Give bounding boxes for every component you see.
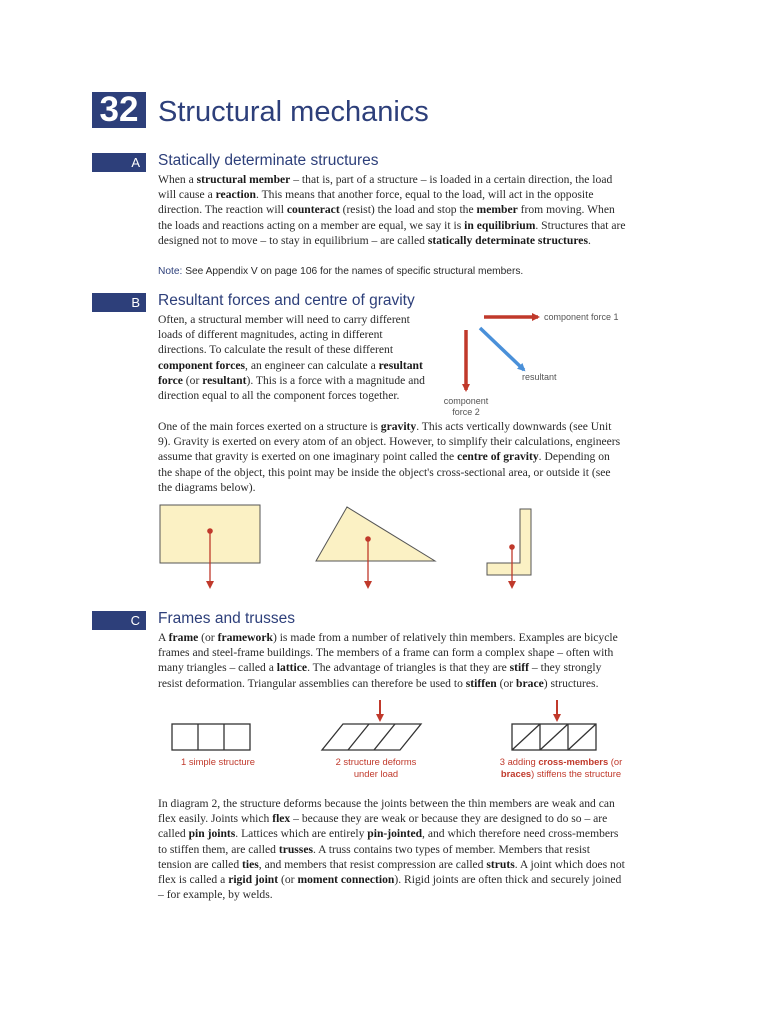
key-term: member	[476, 203, 518, 217]
key-term: flex	[272, 812, 291, 826]
triangle-shape	[316, 507, 435, 561]
key-term: struts	[486, 857, 515, 871]
note-text: See Appendix V on page 106 for the names of specific structural members.	[182, 266, 524, 277]
key-term: rigid joint	[228, 873, 279, 887]
resultant-label: resultant	[522, 372, 557, 382]
key-term: lattice	[276, 661, 308, 675]
key-term: reaction	[215, 188, 256, 202]
section-c-paragraph-2: In diagram 2, the structure deforms because the joints between the thin members are weak and can flex easily. Joints which flex – because they are weak or because they are designed to do so – are called pin joints. Lattices which are entirely pin-jointed, and which therefore need cross-members to stiffen them, are called trusses. A truss contains two types of member. Members that resist tension are called ties, and members that resist compression are called struts. A joint which does not flex is called a rigid joint (or moment connection). Rigid joints are often thick and securely joined – for example, by welds.	[158, 797, 625, 902]
section-a-title: Statically determinate structures	[158, 152, 379, 169]
section-b-paragraph-2: One of the main forces exerted on a structure is gravity. This acts vertically downwards (see Unit 9). Gravity is exerted on every atom of an object. However, to simplify their calculations, engineers assume that gravity is exerted on one imaginary point called the centre of gravity. Depending on the shape of the object, this point may be inside the object's cross-sectional area, or outside it (see the diagrams below).	[158, 420, 621, 494]
diagram-3-caption: 3 adding cross-members (or braces) stiffens the structure	[499, 756, 623, 779]
key-term: pin joints	[188, 827, 236, 841]
key-term: resultant force	[158, 358, 423, 387]
section-b-title: Resultant forces and centre of gravity	[158, 292, 415, 309]
diagram-1-caption: 1 simple structure	[181, 756, 255, 767]
key-term: component forces	[158, 358, 246, 372]
resultant-arrow	[480, 328, 524, 370]
section-a-paragraph: When a structural member – that is, part of a structure – is loaded in a certain direction, the load will cause a reaction. This means that another force, equal to the load, will act in the opposite direction. The reaction will counteract (resist) the load and stop the member from moving. When the loads and reactions acting on a member are equal, we say it is in equilibrium. Structures that are designed not to move – to stay in equilibrium – are called statically determinate structures.	[158, 173, 626, 247]
rectangle-centre-of-gravity	[207, 528, 213, 534]
key-term: structural member	[196, 173, 291, 186]
unit-title: Structural mechanics	[158, 96, 429, 128]
key-term: in equilibrium	[464, 218, 536, 232]
frame-diagrams	[160, 696, 620, 760]
key-term: centre of gravity	[457, 450, 539, 464]
section-b-marker: B	[92, 293, 146, 312]
key-term: stiff	[509, 661, 529, 675]
key-term: cross-members	[538, 756, 609, 767]
triangle-centre-of-gravity	[365, 536, 371, 542]
deformed-structure	[322, 724, 421, 750]
section-a-note	[158, 265, 626, 279]
key-term: moment connection	[297, 873, 395, 887]
section-a-marker: A	[92, 153, 146, 172]
key-term: trusses	[278, 842, 313, 856]
key-term: stiffen	[465, 676, 497, 690]
key-term: ties	[242, 857, 259, 871]
section-c-title: Frames and trusses	[158, 610, 295, 627]
section-b-paragraph-1: Often, a structural member will need to carry different loads of different magnitudes, acting in different directions. To calculate the result of these different component forces, an engineer can calculate a resultant force (or resultant). This is a force with a magnitude and direction equal to all the component forces together.	[158, 313, 425, 403]
component-force-2-label-line2: force 2	[452, 407, 480, 417]
section-c-marker: C	[92, 611, 146, 630]
unit-number-badge: 32	[92, 92, 146, 128]
component-force-2-label-line1: component	[443, 396, 489, 406]
simple-structure	[172, 724, 250, 750]
key-term: resultant	[202, 373, 247, 387]
braced-structure	[512, 724, 596, 750]
note-label: Note:	[158, 266, 183, 277]
l-shape-centre-of-gravity	[509, 544, 515, 550]
key-term: statically determinate structures	[427, 233, 588, 247]
key-term: counteract	[286, 203, 340, 217]
section-c-paragraph-1: A frame (or framework) is made from a number of relatively thin members. Examples are bicycle frames and steel-frame buildings. The members of a frame can form a complex shape – often with many triangles – called a lattice. The advantage of triangles is that they are stiff – they strongly resist deformation. Triangular assemblies can therefore be used to stiffen (or brace) structures.	[158, 631, 618, 690]
key-term: brace	[516, 676, 544, 690]
l-shape	[487, 509, 531, 575]
key-term: braces	[500, 768, 532, 779]
key-term: framework	[217, 631, 273, 644]
force-diagram	[430, 300, 650, 420]
key-term: pin-jointed	[367, 827, 423, 841]
component-force-1-label: component force 1	[544, 312, 619, 322]
key-term: frame	[168, 631, 199, 644]
centre-of-gravity-diagrams	[150, 495, 560, 595]
key-term: gravity	[380, 420, 417, 433]
diagram-2-caption: 2 structure deforms under load	[335, 756, 417, 779]
